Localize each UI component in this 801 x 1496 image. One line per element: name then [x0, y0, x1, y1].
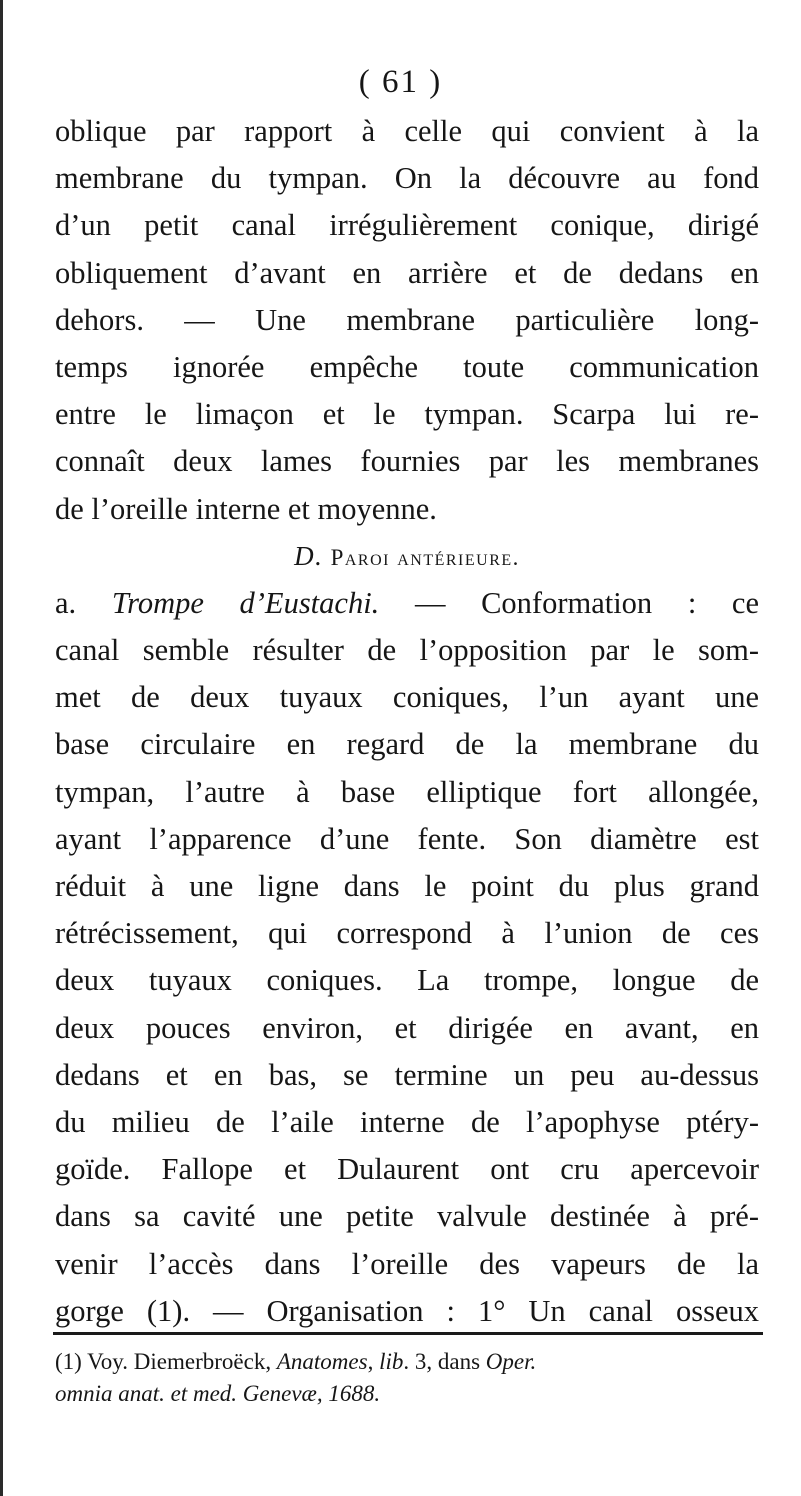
subsection-line: [55, 580, 759, 627]
text-line: membrane du tympan. On la découvre au fond: [55, 161, 759, 196]
text-line: venir l’accès dans l’oreille des vapeurs de la: [55, 1246, 759, 1281]
page-number: ( 61 ): [358, 64, 443, 100]
footnote-line: omnia anat. et med. Genevæ, 1688.: [55, 1381, 381, 1406]
section-heading: [55, 533, 759, 580]
footnote-rule: [53, 1332, 763, 1335]
footnote-italic: Oper.: [485, 1349, 537, 1374]
text-line: dehors. — Une membrane particulière long-: [55, 302, 759, 337]
body-text: [55, 108, 759, 1335]
section-heading-letter: D.: [294, 540, 324, 571]
text-line: rétrécissement, qui correspond à l’union de ces: [55, 916, 759, 951]
text-line: dans sa cavité une petite valvule destinée à pré-: [55, 1199, 759, 1234]
text-line: tympan, l’autre à base elliptique fort allongée,: [55, 774, 759, 809]
footnote-text: (1) Voy. Diemerbroëck,: [55, 1349, 277, 1374]
footnote-italic: lib: [379, 1349, 404, 1374]
text-line: d’un petit canal irrégulièrement conique, dirigé: [55, 208, 759, 243]
text-line: base circulaire en regard de la membrane du: [55, 727, 759, 762]
footnote-text: . 3, dans: [403, 1349, 486, 1374]
text-line: ayant l’apparence d’une fente. Son diamètre est: [55, 821, 759, 856]
text-line: goïde. Fallope et Dulaurent ont cru apercevoir: [55, 1152, 759, 1187]
text-line: de l’oreille interne et moyenne.: [55, 491, 437, 526]
text-line: dedans et en bas, se termine un peu au-dessus: [55, 1057, 759, 1092]
text-line: du milieu de l’aile interne de l’apophyse ptéry-: [55, 1104, 759, 1139]
subsection-title: Trompe d’Eustachi.: [111, 585, 380, 620]
subsection-marker: a.: [55, 585, 77, 620]
footnote-text: ,: [367, 1349, 380, 1374]
text-line: obliquement d’avant en arrière et de dedans en: [55, 255, 759, 290]
text-line: oblique par rapport à celle qui convient à la: [55, 114, 759, 148]
text-line: temps ignorée empêche toute communication: [55, 349, 759, 384]
page-left-edge: [0, 0, 3, 1496]
footnote-italic: Anatomes: [276, 1349, 368, 1374]
text-line: réduit à une ligne dans le point du plus grand: [55, 869, 759, 903]
subsection-rest: — Conformation : ce: [414, 585, 760, 620]
text-line: met de deux tuyaux coniques, l’un ayant une: [55, 680, 759, 715]
text-line: gorge (1). — Organisation : 1° Un canal osseux: [55, 1293, 759, 1328]
text-line: canal semble résulter de l’opposition par le som-: [55, 633, 759, 668]
section-heading-text: Paroi antérieure.: [330, 544, 520, 570]
text-line: deux pouces environ, et dirigée en avant, en: [55, 1010, 759, 1045]
text-line: entre le limaçon et le tympan. Scarpa lui re-: [55, 397, 759, 432]
text-line: deux tuyaux coniques. La trompe, longue de: [55, 963, 759, 998]
footnotes: [55, 1346, 759, 1410]
footnote-line: [55, 1346, 759, 1378]
text-line: connaît deux lames fournies par les membranes: [55, 444, 759, 479]
